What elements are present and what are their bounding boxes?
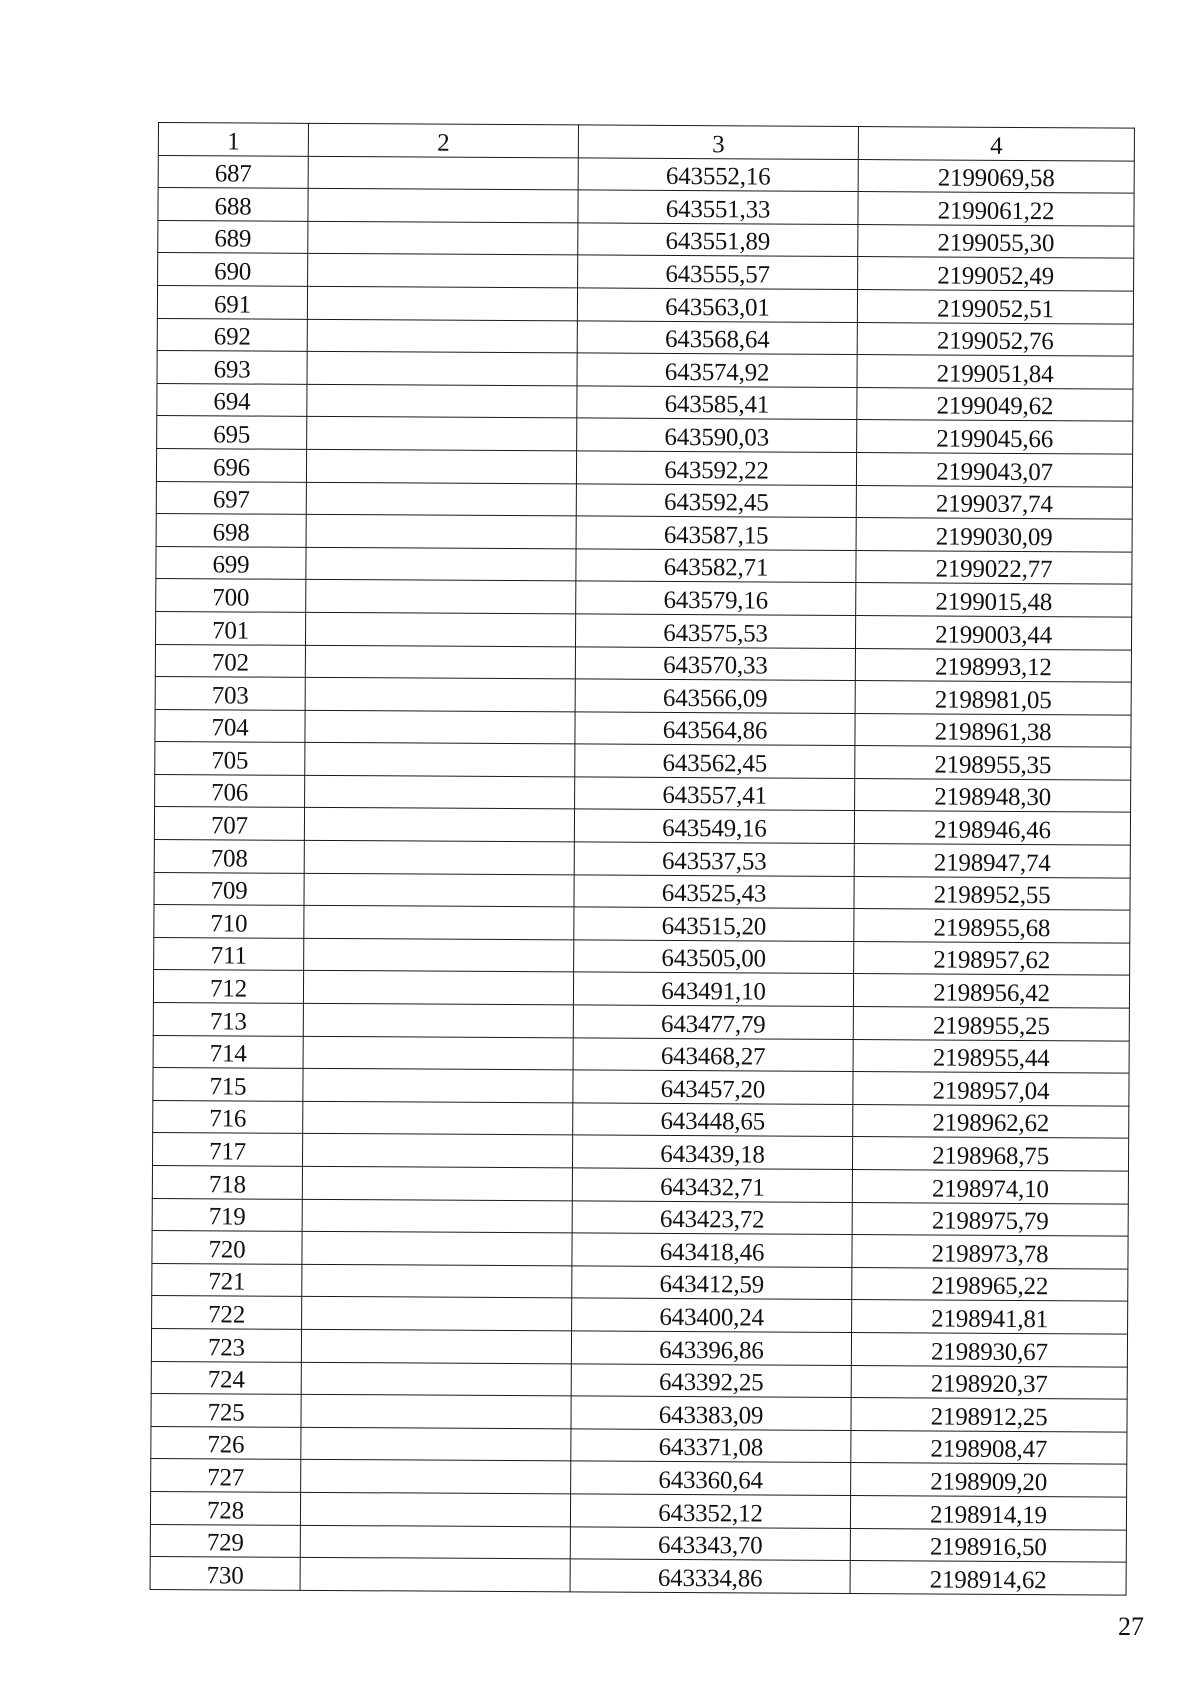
point-number-cell: 703 [155,677,305,710]
empty-cell [302,1199,572,1233]
x-coordinate-cell: 643563,01 [577,288,857,322]
point-number-cell: 720 [152,1231,302,1264]
empty-cell [303,1036,573,1070]
empty-cell [307,384,577,418]
y-coordinate-cell: 2198908,47 [851,1430,1127,1464]
empty-cell [302,1134,572,1168]
x-coordinate-cell: 643334,86 [570,1559,850,1593]
x-coordinate-cell: 643439,18 [572,1135,852,1169]
empty-cell [307,352,577,386]
table-row [150,1557,1126,1595]
point-number-cell: 707 [154,807,304,840]
x-coordinate-cell: 643564,86 [575,712,855,746]
empty-cell [307,319,577,353]
empty-cell [302,1297,572,1331]
empty-cell [307,286,577,320]
point-number-cell: 698 [156,514,306,547]
x-coordinate-cell: 643418,46 [572,1233,852,1267]
column-header-4: 4 [858,127,1134,161]
x-coordinate-cell: 643505,00 [574,940,854,974]
x-coordinate-cell: 643371,08 [571,1429,851,1463]
y-coordinate-cell: 2199069,58 [858,159,1134,193]
point-number-cell: 688 [158,188,308,221]
x-coordinate-cell: 643590,03 [577,418,857,452]
point-number-cell: 726 [151,1426,301,1459]
y-coordinate-cell: 2198914,19 [850,1495,1126,1529]
empty-cell [305,710,575,744]
x-coordinate-cell: 643448,65 [573,1103,853,1137]
empty-cell [306,547,576,581]
empty-cell [304,873,574,907]
x-coordinate-cell: 643412,59 [572,1266,852,1300]
y-coordinate-cell: 2198957,04 [853,1072,1129,1106]
y-coordinate-cell: 2198955,35 [855,746,1131,780]
y-coordinate-cell: 2198974,10 [852,1170,1128,1204]
empty-cell [308,189,578,223]
y-coordinate-cell: 2198941,81 [852,1300,1128,1334]
empty-cell [306,580,576,614]
x-coordinate-cell: 643585,41 [577,386,857,420]
empty-cell [301,1329,571,1363]
y-coordinate-cell: 2198920,37 [851,1365,1127,1399]
empty-cell [305,612,575,646]
y-coordinate-cell: 2199052,49 [858,257,1134,291]
point-number-cell: 708 [154,840,304,873]
y-coordinate-cell: 2198957,62 [854,941,1130,975]
y-coordinate-cell: 2198965,22 [852,1267,1128,1301]
column-header-2: 2 [308,123,578,157]
x-coordinate-cell: 643383,09 [571,1396,851,1430]
y-coordinate-cell: 2198968,75 [852,1137,1128,1171]
y-coordinate-cell: 2199022,77 [856,550,1132,584]
x-coordinate-cell: 643477,79 [573,1005,853,1039]
point-number-cell: 706 [155,774,305,807]
x-coordinate-cell: 643592,22 [576,451,856,485]
point-number-cell: 729 [150,1524,300,1557]
empty-cell [304,938,574,972]
empty-cell [303,1069,573,1103]
page-number: 27 [1118,1612,1144,1641]
point-number-cell: 702 [155,644,305,677]
point-number-cell: 695 [157,416,307,449]
point-number-cell: 700 [156,579,306,612]
point-number-cell: 716 [153,1100,303,1133]
y-coordinate-cell: 2198952,55 [854,876,1130,910]
x-coordinate-cell: 643396,86 [571,1331,851,1365]
x-coordinate-cell: 643432,71 [572,1168,852,1202]
y-coordinate-cell: 2198916,50 [850,1528,1126,1562]
point-number-cell: 697 [156,481,306,514]
y-coordinate-cell: 2198914,62 [850,1561,1126,1595]
empty-cell [308,254,578,288]
y-coordinate-cell: 2199055,30 [858,224,1134,258]
y-coordinate-cell: 2198955,44 [853,1039,1129,1073]
point-number-cell: 694 [157,383,307,416]
coordinates-table [150,122,1135,1595]
point-number-cell: 714 [153,1035,303,1068]
empty-cell [300,1525,570,1559]
y-coordinate-cell: 2199030,09 [856,518,1132,552]
x-coordinate-cell: 643525,43 [574,875,854,909]
empty-cell [304,906,574,940]
y-coordinate-cell: 2199061,22 [858,192,1134,226]
empty-cell [301,1395,571,1429]
empty-cell [301,1460,571,1494]
x-coordinate-cell: 643549,16 [574,809,854,843]
x-coordinate-cell: 643360,64 [571,1461,851,1495]
x-coordinate-cell: 643400,24 [572,1298,852,1332]
y-coordinate-cell: 2199052,51 [857,290,1133,324]
empty-cell [306,482,576,516]
point-number-cell: 692 [157,318,307,351]
empty-cell [304,808,574,842]
point-number-cell: 710 [154,905,304,938]
y-coordinate-cell: 2199015,48 [856,583,1132,617]
empty-cell [308,221,578,255]
x-coordinate-cell: 643579,16 [576,581,856,615]
x-coordinate-cell: 643551,89 [578,223,858,257]
point-number-cell: 693 [157,351,307,384]
x-coordinate-cell: 643423,72 [572,1200,852,1234]
empty-cell [307,417,577,451]
empty-cell [301,1427,571,1461]
y-coordinate-cell: 2198909,20 [851,1463,1127,1497]
y-coordinate-cell: 2199051,84 [857,355,1133,389]
point-number-cell: 687 [158,155,308,188]
point-number-cell: 722 [152,1296,302,1329]
point-number-cell: 728 [150,1491,300,1524]
empty-cell [303,1101,573,1135]
empty-cell [308,156,578,190]
x-coordinate-cell: 643587,15 [576,516,856,550]
y-coordinate-cell: 2198947,74 [854,844,1130,878]
y-coordinate-cell: 2198975,79 [852,1202,1128,1236]
x-coordinate-cell: 643468,27 [573,1038,853,1072]
x-coordinate-cell: 643457,20 [573,1070,853,1104]
x-coordinate-cell: 643582,71 [576,549,856,583]
y-coordinate-cell: 2199049,62 [857,387,1133,421]
empty-cell [306,449,576,483]
x-coordinate-cell: 643555,57 [578,255,858,289]
empty-cell [305,645,575,679]
empty-cell [300,1557,570,1591]
y-coordinate-cell: 2198946,46 [854,811,1130,845]
y-coordinate-cell: 2198930,67 [851,1332,1127,1366]
empty-cell [303,971,573,1005]
x-coordinate-cell: 643537,53 [574,842,854,876]
empty-cell [300,1492,570,1526]
point-number-cell: 691 [157,285,307,318]
empty-cell [306,514,576,548]
empty-cell [302,1264,572,1298]
x-coordinate-cell: 643566,09 [575,679,855,713]
x-coordinate-cell: 643551,33 [578,190,858,224]
column-header-3: 3 [578,125,858,159]
empty-cell [305,743,575,777]
point-number-cell: 705 [155,742,305,775]
x-coordinate-cell: 643574,92 [577,353,857,387]
x-coordinate-cell: 643557,41 [575,777,855,811]
point-number-cell: 701 [155,611,305,644]
point-number-cell: 721 [152,1263,302,1296]
y-coordinate-cell: 2198993,12 [855,648,1131,682]
y-coordinate-cell: 2198961,38 [855,713,1131,747]
point-number-cell: 723 [151,1328,301,1361]
empty-cell [305,775,575,809]
point-number-cell: 704 [155,709,305,742]
y-coordinate-cell: 2198912,25 [851,1398,1127,1432]
y-coordinate-cell: 2198948,30 [855,778,1131,812]
table-body [150,155,1134,1595]
x-coordinate-cell: 643343,70 [570,1526,850,1560]
point-number-cell: 730 [150,1557,300,1590]
y-coordinate-cell: 2199045,66 [857,420,1133,454]
point-number-cell: 727 [151,1459,301,1492]
point-number-cell: 689 [158,220,308,253]
point-number-cell: 696 [156,448,306,481]
empty-cell [305,677,575,711]
point-number-cell: 718 [152,1165,302,1198]
y-coordinate-cell: 2198981,05 [855,681,1131,715]
point-number-cell: 712 [153,970,303,1003]
x-coordinate-cell: 643575,53 [575,614,855,648]
point-number-cell: 725 [151,1394,301,1427]
point-number-cell: 719 [152,1198,302,1231]
empty-cell [303,1003,573,1037]
x-coordinate-cell: 643491,10 [573,972,853,1006]
point-number-cell: 699 [156,546,306,579]
y-coordinate-cell: 2199052,76 [857,322,1133,356]
point-number-cell: 717 [152,1133,302,1166]
x-coordinate-cell: 643568,64 [577,320,857,354]
empty-cell [301,1362,571,1396]
y-coordinate-cell: 2198962,62 [853,1104,1129,1138]
point-number-cell: 709 [154,872,304,905]
y-coordinate-cell: 2198956,42 [853,974,1129,1008]
empty-cell [302,1232,572,1266]
point-number-cell: 715 [153,1068,303,1101]
x-coordinate-cell: 643570,33 [575,646,855,680]
y-coordinate-cell: 2198973,78 [852,1235,1128,1269]
point-number-cell: 711 [154,937,304,970]
empty-cell [302,1166,572,1200]
point-number-cell: 713 [153,1003,303,1036]
x-coordinate-cell: 643515,20 [574,907,854,941]
x-coordinate-cell: 643392,25 [571,1363,851,1397]
x-coordinate-cell: 643562,45 [575,744,855,778]
x-coordinate-cell: 643592,45 [576,483,856,517]
y-coordinate-cell: 2199043,07 [856,452,1132,486]
x-coordinate-cell: 643552,16 [578,158,858,192]
x-coordinate-cell: 643352,12 [570,1494,850,1528]
y-coordinate-cell: 2198955,68 [854,909,1130,943]
point-number-cell: 724 [151,1361,301,1394]
point-number-cell: 690 [158,253,308,286]
y-coordinate-cell: 2199037,74 [856,485,1132,519]
column-header-1: 1 [158,123,308,156]
y-coordinate-cell: 2198955,25 [853,1007,1129,1041]
y-coordinate-cell: 2199003,44 [855,615,1131,649]
empty-cell [304,840,574,874]
